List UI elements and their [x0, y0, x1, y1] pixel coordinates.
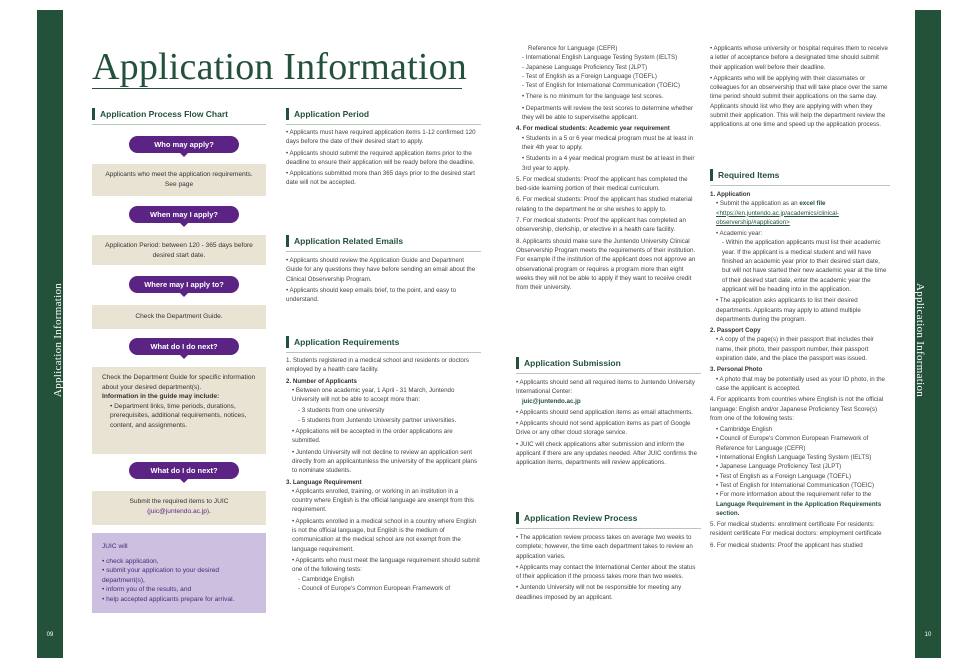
flow-chart-heading: Application Process Flow Chart: [92, 108, 228, 120]
language-requirement-ref: Language Requirement in the Application Requirements section.: [716, 500, 882, 517]
period-item: • Applicants should submit the required application items prior to the deadline to ensure their application will be ready before the deadline.: [286, 149, 475, 166]
item-5: 5. For medical students: enrollment certificate For residents: resident certificate For medical doctors: employment certificate: [710, 521, 882, 538]
period-item: • Applicants must have required application items 1-12 confirmed 120 days before the date of their desired start to apply.: [286, 129, 476, 146]
required-items-heading-rule: [710, 185, 890, 186]
requirement-3-a: • Applicants enrolled, training, or working in an institution in a country where English is the official language are exempt from this requirement.: [292, 487, 474, 514]
item-4-test: • Test of English as a Foreign Language (TOEFL): [716, 472, 852, 480]
requirement-3-title: 3. Language Requirement: [286, 478, 362, 486]
lang-score-note: • There is no minimum for the language test scores.: [522, 93, 664, 101]
requirements-heading-rule: [286, 352, 481, 353]
application-review-heading: Application Review Process: [516, 512, 637, 524]
lang-test-item: - International English Language Testing System (IELTS): [522, 54, 678, 62]
required-items-section: [710, 190, 890, 552]
flow-answer-when: Application Period: between 120 - 365 days before desired start date.: [92, 235, 266, 265]
item-6: 6. For medical students: Proof the applicant has studied: [710, 541, 863, 549]
submission-item: • Applicants should not send application items as part of Google Drive or any other cloud storage service.: [516, 420, 691, 437]
flow-answer-next-1: [92, 367, 266, 454]
requirement-4-title: 4. For medical students: Academic year requirement: [516, 125, 670, 133]
item-2-a: • A copy of the page(s) in their passport that includes their name, their photo, their passport number, their passport expiration date, and the place the passport was issued.: [716, 336, 874, 363]
page-title: Application Information: [92, 46, 468, 88]
item-4-test: • International English Language Testing System (IELTS): [716, 454, 872, 462]
item-2-title: 2. Passport Copy: [710, 327, 761, 335]
flow-answer-next-2: [92, 491, 266, 525]
requirement-2-b: • Applications will be accepted in the order applications are submitted.: [292, 428, 453, 445]
flow-submit-email[interactable]: (juic@juntendo.ac.jp).: [147, 507, 211, 515]
flow-question-when: When may I apply?: [129, 206, 239, 223]
column-4-intro: [710, 44, 890, 132]
submission-email-link[interactable]: juic@juntendo.ac.jp: [522, 397, 581, 405]
requirement-3-b: • Applicants enrolled in a medical school in a country where English is not the official language, but English is the medium of communication at the medical school are not exempt from the language requirement.: [292, 517, 477, 553]
item-4-test: • Test of English for International Communication (TOEIC): [716, 481, 875, 489]
application-submission-heading: Application Submission: [516, 357, 621, 369]
application-period-section: [286, 128, 480, 190]
item-4-test: • Japanese Language Proficiency Test (JLPT): [716, 463, 842, 471]
emails-item: • Applicants should review the Application Guide and Department Guide for any questions they have before sending an email about the Clinical Observership Program.: [286, 257, 476, 283]
juic-item: • inform you of the results, and: [102, 586, 192, 594]
emails-heading-rule: [286, 251, 481, 252]
requirement-2-a2: - 5 students from Juntendo University partner universities.: [298, 416, 457, 424]
flow-submit-text: Submit the required items to JUIC: [129, 498, 229, 505]
review-heading-rule: [516, 528, 701, 529]
item-3-title: 3. Personal Photo: [710, 366, 763, 374]
item-1-c: • The application asks applicants to list their desired departments. Applicants may apply to attend multiple departments during the program.: [716, 297, 861, 323]
juic-item: • check application,: [102, 557, 159, 565]
emails-item: • Applicants should keep emails brief, to the point, and easy to understand.: [286, 286, 457, 304]
requirements-continued-section: [516, 44, 700, 294]
requirement-8: 8. Applicants should make sure the Juntendo University Clinical Observership Program meets the requirements of their institution. For example if the institution of the applicant does not approve an observational program or requires a program more than eight weeks they will not be able to apply if they want to receive credit from their university.: [516, 237, 696, 292]
juic-item: • help accepted applicants prepare for arrival.: [102, 595, 235, 603]
flow-question-where: Where may I apply to?: [129, 276, 239, 293]
review-item: • Applicants may contact the International Center about the status of their application if the process takes more than two weeks.: [516, 563, 696, 581]
flow-answer-where: Check the Department Guide.: [92, 305, 266, 329]
requirement-3-c2: - Council of Europe's Common European Framework of: [298, 584, 451, 592]
application-review-section: [516, 533, 700, 604]
application-submission-section: [516, 378, 700, 470]
requirement-5: 5. For medical students: Proof the applicant has completed the bed-side learning portion of their medical curriculum.: [516, 175, 688, 193]
col4-intro-item: • Applicants whose university or hospital requires them to receive a letter of acceptance before a designated time should submit their application well before their deadline.: [710, 45, 888, 71]
left-side-band: [37, 10, 63, 658]
title-rule: [92, 88, 462, 89]
lang-score-review: • Departments will review the test scores to determine whether they will be able to supervisethe applicant.: [522, 104, 694, 122]
submission-item: • JUIC will check applications after submission and inform the applicant if there are any updates needed. After JUIC confirms the application items, departments will review applications.: [516, 440, 697, 467]
requirement-7: 7. For medical students: Proof the applicant has completed an observership, clerkship, or elective in a health care facility.: [516, 217, 686, 234]
application-period-heading: Application Period: [286, 108, 369, 120]
requirement-1: 1. Students registered in a medical school and residents or doctors employed by a health care facility.: [286, 357, 469, 374]
review-item: • Juntendo University will not be responsible for meeting any deadlines imposed by an applicant.: [516, 584, 682, 601]
period-heading-rule: [286, 124, 481, 125]
item-4-more-info: • For more information about the requirement refer to the Language Requirement in the Application Requirements section.: [716, 491, 882, 517]
right-side-band: [915, 10, 941, 658]
period-item: • Applications submitted more than 365 days prior to the desired start date will not be accepted.: [286, 170, 475, 187]
flow-guide-list: • Department links, time periods, durations, prerequisites, additional requirements, notices, content, and assignments.: [110, 402, 247, 429]
requirement-2-a1: - 3 students from one university: [298, 407, 385, 415]
item-4: 4. For applicants from countries where English is not the official language: English and/or Japanese Proficiency Test Score(s) from one of the following tests:: [710, 396, 884, 422]
required-items-heading: Required Items: [710, 169, 779, 181]
lang-test-item: - Japanese Language Proficiency Test (JLPT): [522, 63, 648, 71]
side-label-left: Application Information: [52, 282, 64, 398]
review-item: • The application review process takes on average two weeks to complete; however, the time each department takes to review an application varies.: [516, 534, 693, 560]
page-number-right: 10: [924, 632, 932, 639]
requirement-3-c1: - Cambridge English: [298, 575, 355, 583]
flow-question-who: Who may apply?: [129, 136, 239, 153]
side-label-right: Application Information: [914, 282, 926, 398]
lang-test-item: Reference for Language (CEFR): [528, 45, 618, 52]
requirement-4-b: • Students in a 4 year medical program must be at least in their 3rd year to apply.: [522, 155, 695, 172]
submission-item: • Applicants should send application items as email attachments.: [516, 408, 693, 416]
flow-question-next-1: What do I do next?: [129, 338, 239, 355]
requirement-2-c: • Juntendo University will not decline to review an application sent directly from an applicantunless the university of the applicant plans to nominate students.: [292, 448, 478, 475]
page-number-left: 09: [46, 632, 54, 639]
flow-answer-who: Applicants who meet the application requirements. See page: [92, 164, 266, 196]
application-emails-heading: Application Related Emails: [286, 235, 403, 247]
item-1-b1: - Within the application applicants must list their academic year. If the applicant is a medical student and will have finished an academic year prior to their desired start date, but will not have started their new academic year at the time of their desired start date, enter the academic year the applicant will be heading into in the application.: [722, 239, 887, 293]
submission-item: • Applicants should send all required items to Juntendo University International Center:: [516, 379, 695, 396]
application-requirements-heading: Application Requirements: [286, 336, 399, 348]
excel-file-label: excel file: [799, 200, 826, 208]
flow-question-next-2: What do I do next?: [129, 462, 239, 479]
item-4-test: • Council of Europe's Common European Framework of Reference for Language (CEFR): [716, 435, 869, 452]
requirement-6: 6. For medical students: Proof the applicant has studied material relating to the department he or she wishes to apply to.: [516, 196, 693, 213]
flow-guide-include: Information in the guide may include:: [102, 393, 220, 401]
application-requirements-section: [286, 356, 480, 595]
flow-heading-rule: [92, 124, 266, 125]
submission-heading-rule: [516, 373, 701, 374]
juic-item: • submit your application to your desired department(s),: [102, 567, 220, 584]
requirement-3-c: • Applicants who must meet the language requirement should submit one of the following tests:: [292, 556, 480, 574]
application-emails-section: [286, 256, 480, 306]
requirement-4-a: • Students in a 5 or 6 year medical program must be at least in their 4th year to apply.: [522, 134, 694, 151]
juic-will-title: JUIC will: [102, 543, 128, 550]
item-1-title: 1. Application: [710, 191, 751, 198]
application-url-link[interactable]: <https://en.juntendo.ac.jp/academics/clinical-observership/#application>: [716, 209, 839, 226]
requirement-2-a: • Between one academic year, 1 April - 31 March, Juntendo University will not be able to accept more than:: [292, 386, 455, 404]
item-4-test: • Cambridge English: [716, 426, 773, 434]
requirement-2-title: 2. Number of Applicants: [286, 377, 357, 385]
col4-intro-item: • Applicants who will be applying with their classmates or colleagues for an observership that will take place over the same time period should submit their applications on the same day. Applicants should list who they are applying with when they submit their application. This will help the department review the applications at one time and speed up the application process.: [710, 74, 888, 129]
lang-test-item: - Test of English for International Communication (TOEIC): [522, 82, 680, 90]
item-1-b: • Academic year:: [716, 230, 763, 238]
juic-will-box: [92, 533, 266, 613]
flow-guide-text: Check the Department Guide for specific information about your desired department(s).: [102, 374, 256, 391]
item-3-a: • A photo that may be potentially used as your ID photo, in the case the applicant is accepted.: [716, 375, 885, 392]
lang-test-item: - Test of English as a Foreign Language (TOEFL): [522, 72, 657, 80]
item-1-a: • Submit the application as an excel file: [716, 200, 826, 208]
